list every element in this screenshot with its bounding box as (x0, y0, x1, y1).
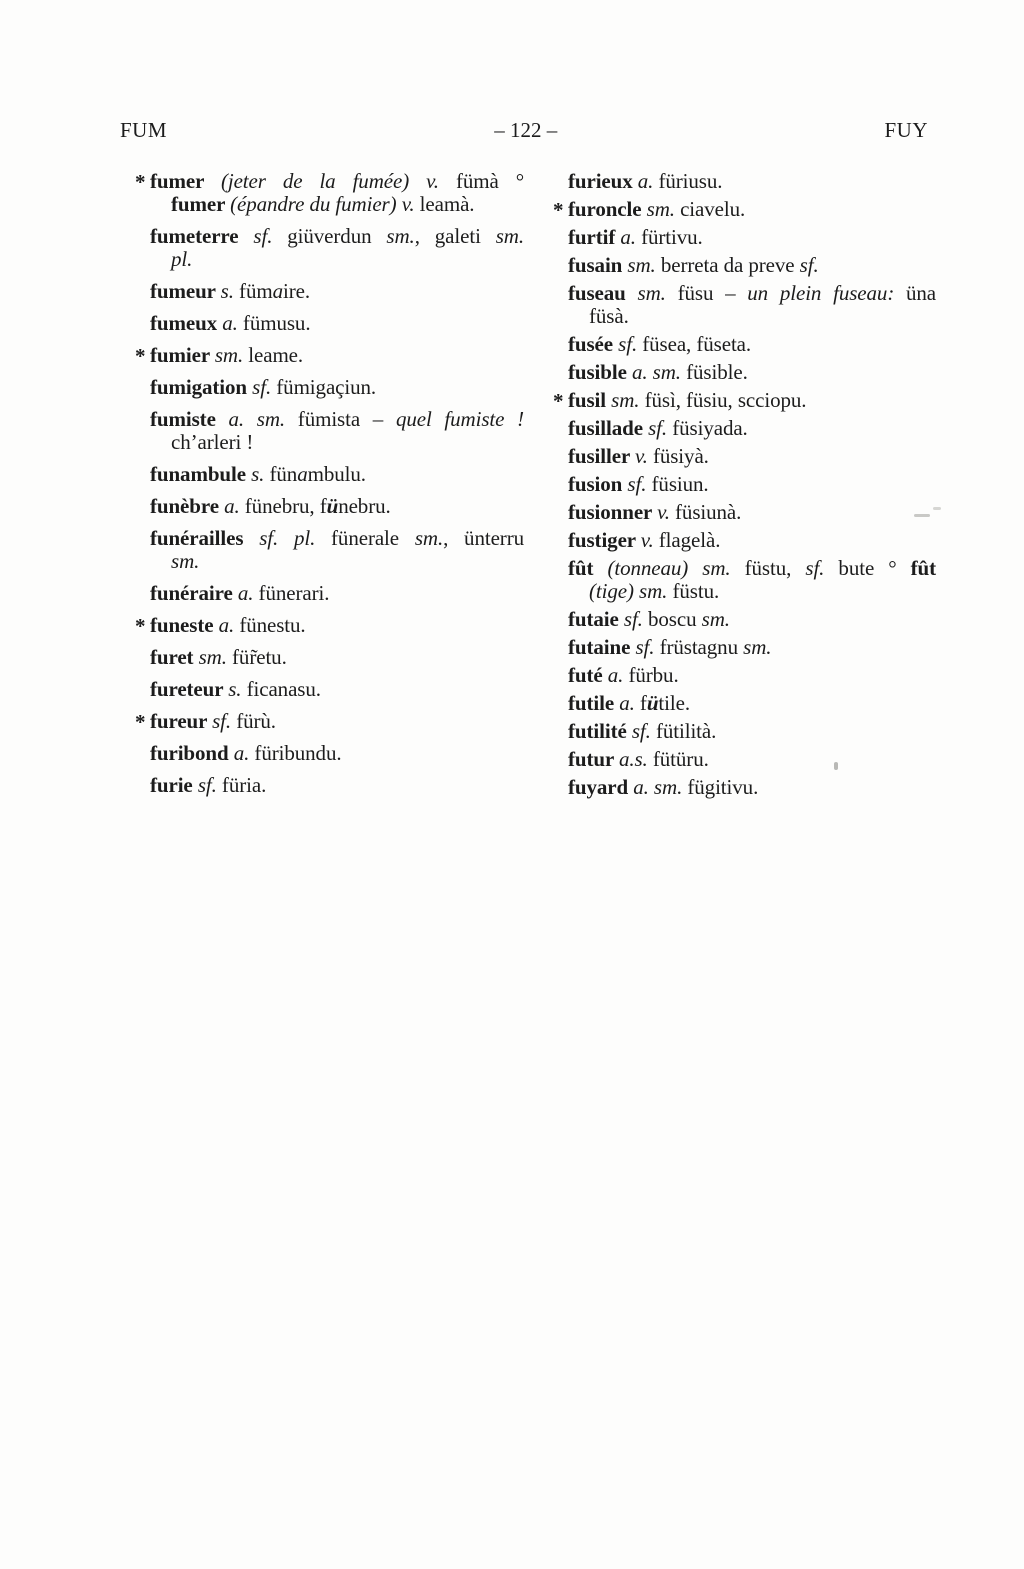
entry-line (150, 248, 524, 271)
dictionary-entry (150, 408, 524, 454)
text-segment: un plein fuseau: (747, 281, 895, 305)
dictionary-entry (568, 776, 936, 799)
text-segment: sm. (611, 388, 645, 412)
dictionary-column-right (553, 169, 937, 804)
headword: futaie (568, 607, 624, 631)
dictionary-entry (150, 742, 524, 765)
text-segment: sm. (198, 645, 233, 669)
headword: futur (568, 747, 619, 771)
text-segment: a. sm. (228, 407, 298, 431)
text-segment: quel fumiste ! (395, 407, 524, 431)
entry-line (150, 193, 524, 216)
headword: funeste (150, 613, 219, 637)
star-marker: * (135, 710, 146, 734)
dictionary-entry (568, 608, 936, 631)
dictionary-entry (150, 527, 524, 573)
text-segment: (jeter de la fumée) (220, 169, 427, 193)
entry-line (150, 408, 524, 431)
entry-line (568, 282, 936, 305)
headword: furet (150, 645, 199, 669)
headword: futile (568, 691, 620, 715)
text-segment: a. (224, 494, 245, 518)
text-segment: sf. (253, 224, 288, 248)
star-marker: * (135, 344, 146, 368)
scan-speck (933, 507, 941, 510)
entry-line (150, 344, 524, 367)
entry-line (150, 774, 524, 797)
text-segment: sf. (799, 253, 819, 277)
dictionary-entry (150, 678, 524, 701)
text-segment: berreta da preve (660, 253, 800, 277)
text-segment: sf. (212, 709, 237, 733)
entry-line (568, 557, 936, 580)
page-header (120, 120, 928, 141)
text-segment: a. sm. (633, 775, 688, 799)
entry-line (568, 636, 936, 659)
text-segment: füribundu. (254, 741, 342, 765)
dictionary-entry (568, 282, 936, 328)
text-segment: mbulu. (307, 462, 366, 486)
entry-line (150, 710, 524, 733)
text-segment: fümà ° (455, 169, 525, 193)
dictionary-entry (568, 748, 936, 771)
dictionary-entry (568, 529, 936, 552)
headword: fuseau (568, 281, 638, 305)
entry-line (150, 742, 524, 765)
dictionary-entry (135, 343, 524, 368)
text-segment: bute ° (838, 556, 911, 580)
text-segment: flagelà. (658, 528, 721, 552)
text-segment: a. (620, 225, 642, 249)
text-segment: fünestu. (239, 613, 306, 637)
entry-line (568, 664, 936, 687)
headword: fumeterre (150, 224, 254, 248)
text-segment: füriusu. (658, 169, 723, 193)
entry-line (568, 473, 936, 496)
dictionary-entry (150, 774, 524, 797)
text-segment: für̃etu. (232, 645, 287, 669)
entry-line (150, 550, 524, 573)
dictionary-entry (553, 388, 936, 413)
text-segment: a. (619, 691, 640, 715)
text-segment: s. (251, 462, 270, 486)
text-segment: fümista – (297, 407, 396, 431)
text-segment: füsiun. (651, 472, 709, 496)
text-segment: leamà. (419, 192, 475, 216)
entry-line (568, 417, 936, 440)
headword: fusiller (568, 444, 635, 468)
dictionary-entry (568, 557, 936, 603)
text-segment: sm. (495, 224, 524, 248)
entry-line (150, 170, 524, 193)
entry-line (150, 646, 524, 669)
text-segment: fütüru. (652, 747, 709, 771)
text-segment: früstagnu (659, 635, 744, 659)
headword: fuyard (568, 775, 634, 799)
dictionary-entry (568, 692, 936, 715)
text-segment: boscu (647, 607, 702, 631)
text-segment: a. (233, 741, 255, 765)
entry-line (568, 776, 936, 799)
dictionary-entry (568, 636, 936, 659)
entry-line (568, 333, 936, 356)
text-segment: (tonneau) sm. (607, 556, 745, 580)
headword: fusain (568, 253, 628, 277)
text-segment: sf. (627, 472, 652, 496)
text-segment: (tige) sm. (589, 579, 673, 603)
text-segment: üna (894, 281, 937, 305)
headword: funambule (150, 462, 252, 486)
dictionary-entry (150, 646, 524, 669)
dictionary-entry (150, 582, 524, 605)
star-marker: * (135, 614, 146, 638)
text-segment: sf. (635, 635, 660, 659)
headword: fumer (150, 169, 221, 193)
entry-line (568, 608, 936, 631)
dictionary-entry (150, 312, 524, 335)
dictionary-entry (150, 280, 524, 303)
headword: fumeux (150, 311, 223, 335)
text-segment: v. (426, 169, 456, 193)
dictionary-entry (150, 376, 524, 399)
star-marker: * (553, 198, 564, 222)
text-segment: sm. (171, 549, 200, 573)
page-number: – 122 – (494, 118, 558, 142)
text-segment: sf. (805, 556, 839, 580)
entry-line (150, 582, 524, 605)
star-marker: * (135, 170, 146, 194)
entry-line (150, 527, 524, 550)
text-segment: a. (237, 581, 259, 605)
text-segment: fügitivu. (687, 775, 759, 799)
headword: futé (568, 663, 608, 687)
entry-line (568, 580, 936, 603)
dictionary-entry (568, 170, 936, 193)
text-segment: a (297, 462, 308, 486)
headword: furibond (150, 741, 234, 765)
text-segment: v. (657, 500, 676, 524)
dictionary-entry (135, 169, 525, 216)
text-segment: füsiunà. (675, 500, 742, 524)
entry-line (568, 445, 936, 468)
headword: fustiger (568, 528, 641, 552)
headword: fureur (150, 709, 213, 733)
headword: fumier (150, 343, 215, 367)
text-segment: leame. (248, 343, 304, 367)
text-segment: sf. (648, 416, 673, 440)
dictionary-column-left (135, 169, 525, 806)
headword: fusion (568, 472, 628, 496)
text-segment: sm. (743, 635, 772, 659)
entry-line (568, 720, 936, 743)
entry-line (568, 226, 936, 249)
text-segment: füsì, füsiu, scciopu. (644, 388, 807, 412)
headword: fumiste (150, 407, 229, 431)
text-segment: füria. (221, 773, 267, 797)
dictionary-entry (568, 664, 936, 687)
entry-line (568, 389, 936, 412)
text-segment: füstu. (672, 579, 720, 603)
text-segment: pl. (171, 247, 193, 271)
headword: fusible (568, 360, 632, 384)
entry-line (568, 305, 936, 328)
text-segment: fünerari. (258, 581, 330, 605)
text-segment: nebru. (338, 494, 391, 518)
dictionary-entry (135, 613, 524, 638)
text-segment: sm. (627, 253, 661, 277)
entry-line (568, 748, 936, 771)
dictionary-entry (135, 709, 524, 734)
entry-line (150, 463, 524, 486)
text-segment: ire. (282, 279, 310, 303)
text-segment: a. sm. (631, 360, 687, 384)
headword: fumigation (150, 375, 253, 399)
dictionary-entry (568, 501, 936, 524)
headword: fureteur (150, 677, 229, 701)
entry-line (568, 529, 936, 552)
headword: funèbre (150, 494, 225, 518)
dictionary-entry (568, 720, 936, 743)
entry-line (150, 312, 524, 335)
headword: fusée (568, 332, 619, 356)
text-segment: füsea, füseta. (642, 332, 752, 356)
dictionary-entry (568, 333, 936, 356)
text-segment: fümusu. (242, 311, 311, 335)
text-segment: sm. (386, 224, 415, 248)
text-segment: a. (637, 169, 659, 193)
headword: funéraire (150, 581, 238, 605)
headword: fumeur (150, 279, 221, 303)
headword: furieux (568, 169, 638, 193)
text-segment: fürtivu. (641, 225, 703, 249)
headword: fût (568, 556, 608, 580)
text-segment: fumer (171, 192, 231, 216)
text-segment: sm. (414, 526, 444, 550)
headword: futilité (568, 719, 632, 743)
entry-line (150, 614, 524, 637)
text-segment: sm. (214, 343, 249, 367)
text-segment: ü (326, 494, 339, 518)
headword: fusionner (568, 500, 658, 524)
entry-line (150, 678, 524, 701)
text-segment: , ünterru (443, 526, 524, 550)
entry-line (568, 170, 936, 193)
text-segment: sm. (637, 281, 678, 305)
entry-line (150, 376, 524, 399)
text-segment: sf. pl. (259, 526, 332, 550)
dictionary-entry (568, 361, 936, 384)
text-segment: sf. (631, 719, 656, 743)
text-segment: füstu, (744, 556, 806, 580)
guideword-left: FUM (120, 118, 168, 142)
headword: furtif (568, 225, 621, 249)
headword: funérailles (150, 526, 260, 550)
text-segment: fütilità. (655, 719, 717, 743)
dictionary-entry (150, 225, 524, 271)
headword: fusil (568, 388, 612, 412)
text-segment: fürbu. (628, 663, 679, 687)
entry-line (568, 692, 936, 715)
text-segment: a (272, 279, 283, 303)
text-segment: sf. (618, 332, 643, 356)
text-segment: tile. (658, 691, 690, 715)
scan-speck (834, 762, 838, 770)
text-segment: füsu – (677, 281, 748, 305)
text-segment: s. (220, 279, 240, 303)
text-segment: v. (401, 192, 420, 216)
text-segment: sm. (701, 607, 730, 631)
text-segment: f (639, 691, 647, 715)
text-segment: fünerale (331, 526, 415, 550)
text-segment: füsible. (686, 360, 748, 384)
entry-line (568, 254, 936, 277)
dictionary-entry (568, 417, 936, 440)
text-segment: fünebru, f (244, 494, 327, 518)
text-segment: ficanasu. (246, 677, 321, 701)
entry-line (150, 431, 524, 454)
headword: furoncle (568, 197, 647, 221)
text-segment: , galeti (414, 224, 496, 248)
text-segment: a. (607, 663, 629, 687)
dictionary-entry (568, 445, 936, 468)
entry-line (150, 225, 524, 248)
entry-line (568, 361, 936, 384)
dictionary-entry (150, 463, 524, 486)
text-segment: (épandre du fumier) (230, 192, 402, 216)
entry-line (568, 198, 936, 221)
dictionary-entry (568, 226, 936, 249)
text-segment: sf. (252, 375, 277, 399)
text-segment: a. (222, 311, 243, 335)
dictionary-entry (553, 197, 936, 222)
text-segment: ch’arleri ! (171, 430, 254, 454)
text-segment: fümigaçiun. (276, 375, 377, 399)
entry-line (150, 495, 524, 518)
text-segment: giüverdun (287, 224, 387, 248)
text-segment: fün (269, 462, 298, 486)
text-segment: sf. (623, 607, 648, 631)
guideword-right: FUY (884, 118, 928, 142)
headword: fusillade (568, 416, 649, 440)
text-segment: sm. (646, 197, 681, 221)
text-segment: fürù. (236, 709, 276, 733)
text-segment: ü (646, 691, 659, 715)
text-segment: fût (910, 556, 937, 580)
text-segment: füsà. (589, 304, 629, 328)
text-segment: füm (239, 279, 273, 303)
headword: futaine (568, 635, 636, 659)
dictionary-entry (568, 254, 936, 277)
text-segment: sf. (197, 773, 222, 797)
text-segment: füsiyada. (672, 416, 748, 440)
headword: furie (150, 773, 198, 797)
text-segment: v. (634, 444, 653, 468)
text-segment: s. (228, 677, 247, 701)
entry-line (150, 280, 524, 303)
dictionary-entry (150, 495, 524, 518)
text-segment: a.s. (618, 747, 653, 771)
scan-speck (914, 514, 930, 517)
entry-line (568, 501, 936, 524)
dictionary-entry (568, 473, 936, 496)
star-marker: * (553, 389, 564, 413)
text-segment: v. (640, 528, 659, 552)
text-segment: ciavelu. (680, 197, 746, 221)
text-segment: füsiyà. (652, 444, 709, 468)
text-segment: a. (218, 613, 240, 637)
